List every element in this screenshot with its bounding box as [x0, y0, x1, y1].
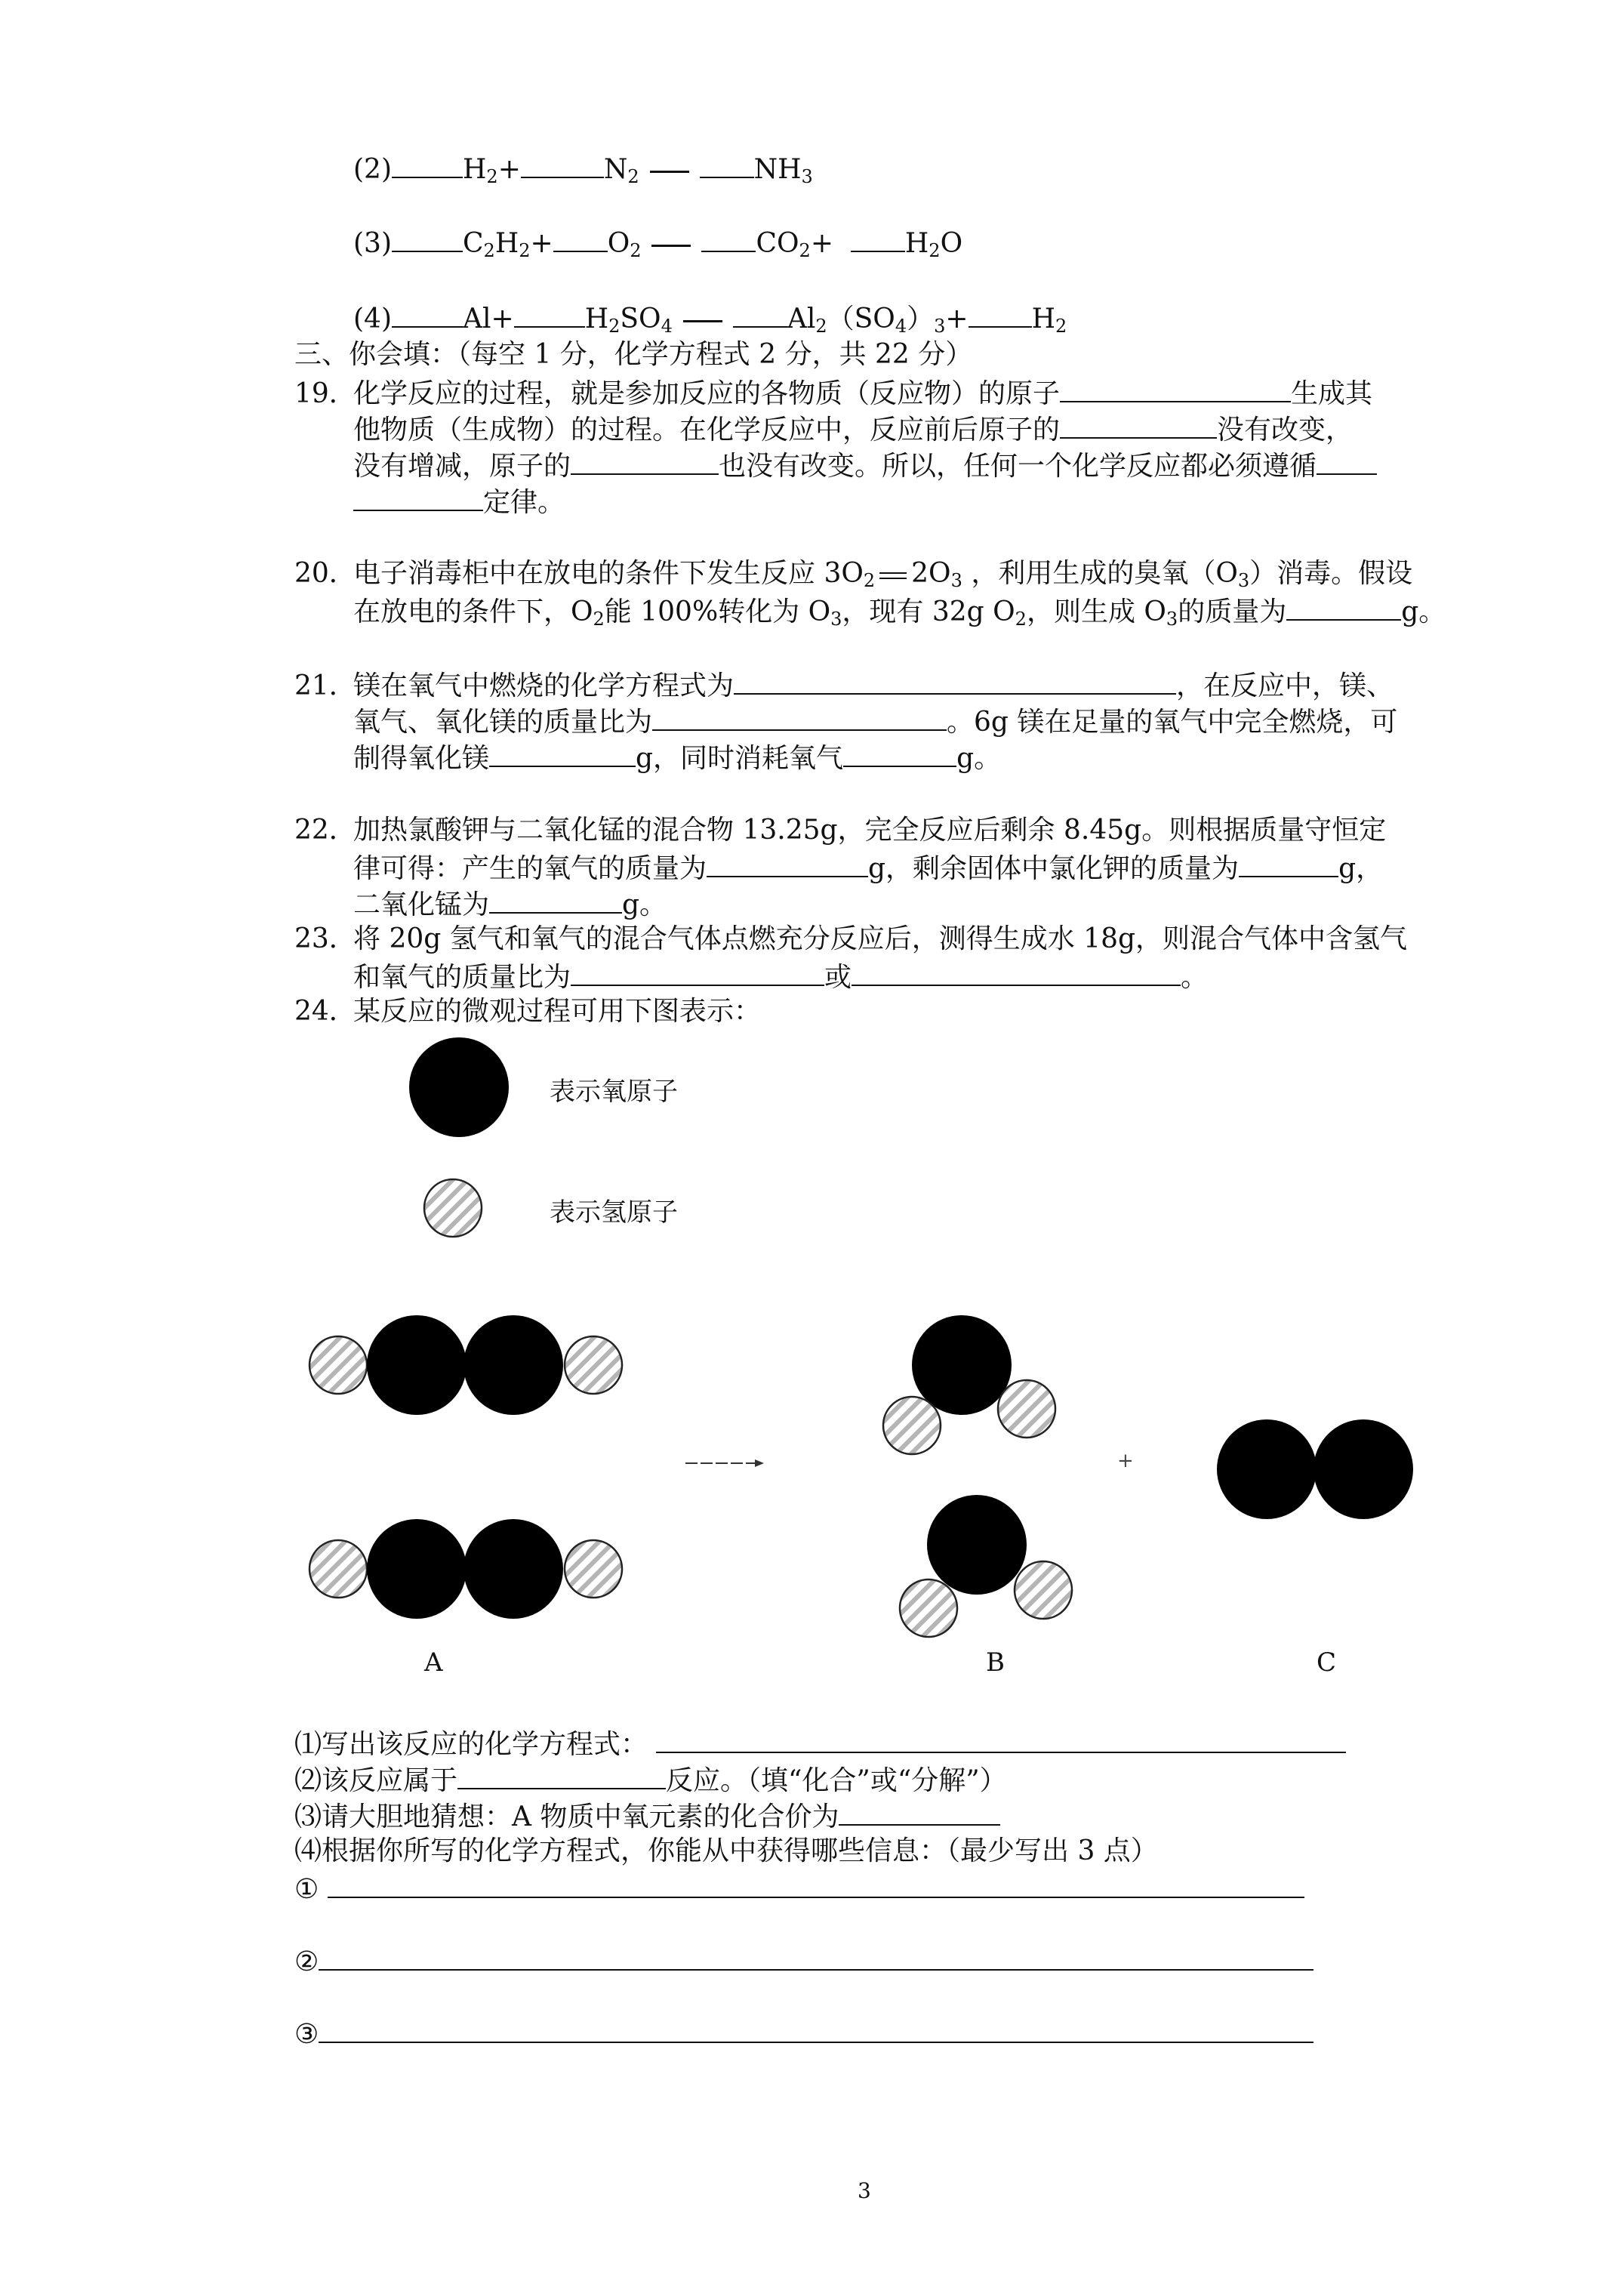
question-text: ⑴写出该反应的化学方程式： — [294, 1729, 648, 1760]
formula-text: O — [940, 228, 963, 259]
question-text: ，利用生成的臭氧（O — [971, 558, 1238, 589]
reaction-arrow — [685, 1459, 764, 1467]
subscript: 2 — [1055, 316, 1067, 337]
question-text: g，同时消耗氧气 — [636, 743, 844, 774]
question-number: 23． — [294, 923, 356, 954]
formula-text: C — [463, 228, 484, 259]
answer-blank[interactable] — [319, 2016, 1313, 2043]
question-text: 镁在氧气中燃烧的化学方程式为 — [353, 670, 735, 701]
plus-sign: + — [1117, 1450, 1134, 1472]
circled-number: ① — [294, 1874, 319, 1905]
question-text: ，则生成 O — [1026, 596, 1166, 627]
item-number: (2) — [353, 154, 392, 185]
formula-text: CO — [756, 228, 799, 259]
question-text: 加热氯酸钾与二氧化锰的混合物 13.25g，完全反应后剩余 8.45g。则根据质量守恒定 — [353, 815, 1387, 846]
formula-text: H — [494, 228, 519, 259]
question-text: 。6g 镁在足量的氧气中完全燃烧，可 — [947, 707, 1398, 738]
formula-text: N — [603, 154, 628, 185]
answer-blank[interactable] — [457, 1762, 666, 1789]
subscript: 3 — [801, 166, 813, 187]
formula-text: H — [463, 154, 487, 185]
subscript: 3 — [934, 316, 946, 337]
circled-number: ② — [294, 1946, 319, 1977]
subscript: 2 — [627, 166, 639, 187]
subscript: 2 — [483, 240, 495, 261]
question-text: 生成其 — [1291, 378, 1373, 409]
label-b: B — [986, 1647, 1005, 1678]
question-text: 电子消毒柜中在放电的条件下发生反应 3O — [353, 558, 864, 589]
answer-line-2 — [294, 1943, 1313, 1979]
question-text: g，剩余固体中氯化钾的质量为 — [868, 853, 1240, 884]
question-text: 。 — [1181, 962, 1209, 993]
question-text: 制得氧化镁 — [353, 743, 490, 774]
label-c: C — [1317, 1647, 1337, 1678]
formula-text: NH — [753, 154, 802, 185]
subscript: 3 — [1237, 570, 1250, 591]
subscript: 2 — [929, 240, 941, 261]
question-text: 律可得：产生的氧气的质量为 — [353, 853, 707, 884]
legend-oxygen-label: 表示氧原子 — [550, 1077, 678, 1107]
formula-text: （SO — [827, 304, 895, 334]
formula-text: ） — [907, 304, 935, 334]
question-text: ，现有 32g O — [842, 596, 1015, 627]
question-text: 化学反应的过程，就是参加反应的各物质（反应物）的原子 — [353, 378, 1061, 409]
question-text: g。 — [956, 743, 1002, 774]
subscript: 2 — [519, 240, 531, 261]
question-text: 他物质（生成物）的过程。在化学反应中，反应前后原子的 — [353, 415, 1061, 445]
question-text: 氧气、氧化镁的质量比为 — [353, 707, 653, 738]
question-text: g。 — [622, 889, 667, 920]
question-text: ⑶请大胆地猜想：A 物质中氧元素的化合价为 — [294, 1801, 839, 1832]
question-text: 某反应的微观过程可用下图表示： — [353, 996, 762, 1027]
question-text: 没有改变， — [1217, 415, 1354, 445]
question-text: ⑷根据你所写的化学方程式，你能从中获得哪些信息：（最少写出 3 点） — [294, 1835, 1158, 1866]
q24-sub3 — [294, 1798, 1000, 1834]
question-text: ）消毒。假设 — [1249, 558, 1413, 589]
formula-text: Al+ — [463, 304, 514, 334]
molecule-a-bottom — [310, 1519, 622, 1619]
page-number: 3 — [858, 2178, 871, 2203]
question-number: 20． — [294, 558, 356, 589]
subscript: 2 — [593, 609, 605, 630]
subscript: 2 — [1015, 609, 1027, 630]
question-text: 在放电的条件下，O — [353, 596, 593, 627]
legend-oxygen-atom — [409, 1037, 509, 1137]
molecule-c — [1217, 1419, 1413, 1519]
subscript: 3 — [950, 570, 962, 591]
subscript: 2 — [863, 570, 876, 591]
formula-text: O — [607, 228, 630, 259]
subscript: 2 — [608, 316, 621, 337]
plus-sign: + — [810, 228, 833, 259]
question-text: 能 100%转化为 O — [604, 596, 831, 627]
question-text: 二氧化锰为 — [353, 889, 490, 920]
question-text: 和氧气的质量比为 — [353, 962, 571, 993]
answer-line-1 — [294, 1871, 1304, 1906]
question-number: 22． — [294, 815, 356, 846]
subscript: 2 — [486, 166, 498, 187]
answer-blank[interactable] — [319, 1943, 1313, 1971]
formula-text: Al — [787, 304, 816, 334]
question-text: 也没有改变。所以，任何一个化学反应都必须遵循 — [719, 451, 1317, 482]
answer-blank[interactable] — [839, 1798, 1000, 1826]
formula-text: H — [904, 228, 929, 259]
q24-sub2 — [294, 1762, 1007, 1798]
subscript: 2 — [799, 240, 811, 261]
question-text: ，在反应中，镁、 — [1176, 670, 1394, 701]
question-text: 的质量为 — [1178, 596, 1287, 627]
item-number: (3) — [353, 228, 392, 259]
formula-text: H — [584, 304, 609, 334]
question-text: 2O — [911, 558, 951, 589]
question-number: 24． — [294, 996, 356, 1027]
subscript: 2 — [815, 316, 827, 337]
item-number: (4) — [353, 304, 392, 334]
question-text: 没有增减，原子的 — [353, 451, 571, 482]
plus-sign: + — [497, 154, 521, 185]
plus-sign: + — [945, 304, 969, 334]
question-text: 或 — [824, 962, 852, 993]
question-text: 反应。（填“化合”或“分解”） — [666, 1765, 1007, 1796]
question-text: 将 20g 氢气和氧气的混合气体点燃充分反应后，测得生成水 18g，则混合气体中含氢气 — [353, 923, 1408, 954]
molecule-a-top — [310, 1315, 622, 1415]
subscript: 3 — [830, 609, 842, 630]
subscript: 3 — [1166, 609, 1178, 630]
question-text: 定律。 — [483, 487, 565, 518]
subscript: 2 — [630, 240, 642, 261]
plus-sign: + — [530, 228, 553, 259]
q24-sub4 — [294, 1835, 1158, 1868]
label-a: A — [424, 1647, 443, 1678]
question-text: g， — [1338, 853, 1384, 884]
question-number: 19． — [294, 378, 356, 409]
legend-hydrogen-atom — [424, 1179, 482, 1237]
formula-text: SO — [620, 304, 661, 334]
subscript: 4 — [661, 316, 673, 337]
answer-blank[interactable] — [328, 1871, 1304, 1898]
subscript: 4 — [895, 316, 907, 337]
answer-blank[interactable] — [656, 1726, 1346, 1753]
question-number: 21． — [294, 670, 356, 701]
circled-number: ③ — [294, 2019, 319, 2050]
molecule-b-bottom — [900, 1495, 1072, 1637]
formula-text: H — [1031, 304, 1055, 334]
section-title: 三、你会填：（每空 1 分，化学方程式 2 分，共 22 分） — [294, 339, 973, 370]
legend-hydrogen-label: 表示氢原子 — [550, 1197, 678, 1228]
q24-sub1 — [294, 1726, 1346, 1761]
question-text: g。 — [1401, 596, 1446, 627]
answer-line-3 — [294, 2016, 1313, 2051]
molecule-b-top — [883, 1315, 1055, 1454]
question-text: ⑵该反应属于 — [294, 1765, 458, 1796]
